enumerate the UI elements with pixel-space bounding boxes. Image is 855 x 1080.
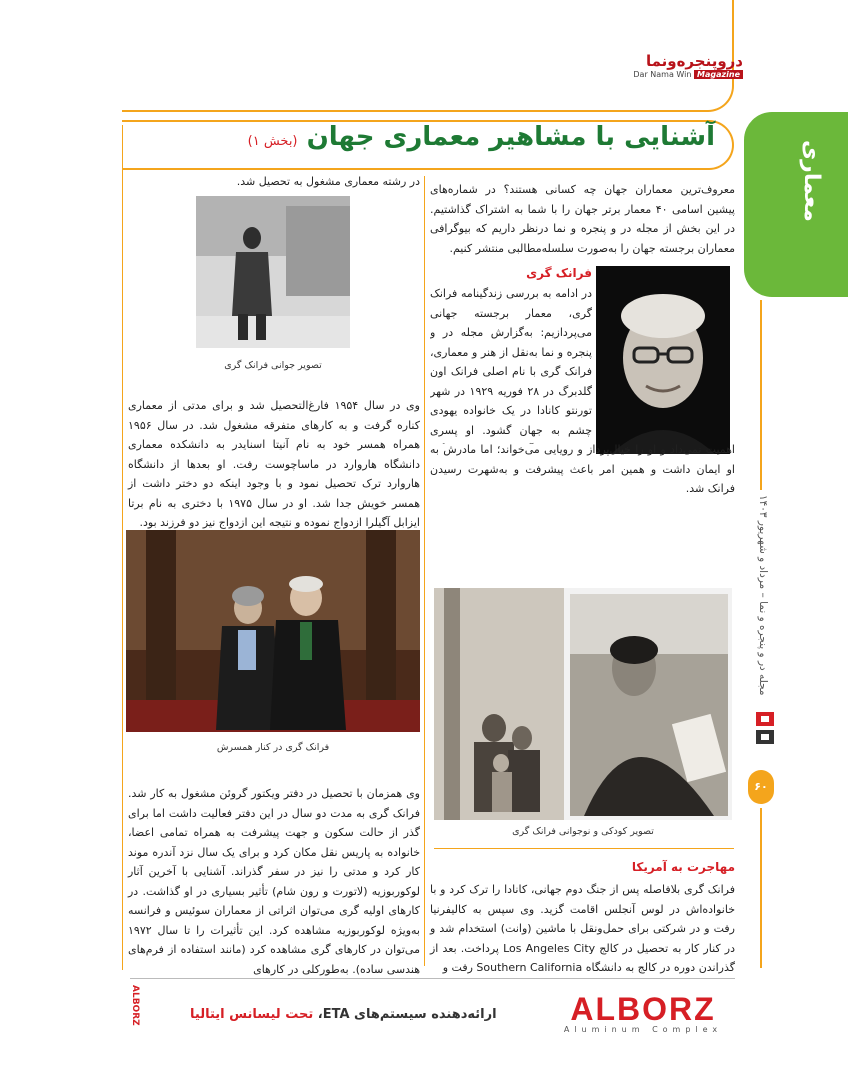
alborz-vertical-logo: ALBORZ (130, 985, 140, 1026)
page-number: ۶۰ (748, 770, 774, 804)
intro-paragraph: معروف‌ترین معماران جهان چه کسانی هستند؟ در شماره‌های پیشین اسامی ۴۰ معمار برتر جهان را با شما به اشتراک گذاشتیم. در این بخش از مجله در و پنجره و نما درنظر داریم که بیوگرافی معماران برجسته جهان را به‌صورت سلسله‌مطالبی منتشر کنیم. (430, 183, 735, 255)
section-tab (744, 112, 848, 297)
title-main: آشنایی با مشاهیر معماری جهان (306, 122, 715, 152)
logo-english-badge: Magazine (694, 70, 743, 79)
gehry-heading: فرانک گری (526, 266, 592, 280)
footer-tagline-eta: ETA، (317, 1007, 350, 1022)
left-border-line (122, 125, 123, 970)
gehry-bio-paragraph: در ادامه به بررسی زندگینامه فرانک گری، معمار برجسته جهانی می‌پردازیم: به‌گزارش مجله در و پنجره و نما به‌نقل از هنر و معماری، فرانک گری با نام اصلی فرانک اون گلدبرگ در ۲۸ فوریه ۱۹۲۹ در شهر تورنتو کانادا در یک خانواده یهودی چشم به جهان گشود. او پسری (430, 287, 592, 437)
young-gehry-photo (196, 196, 350, 348)
footer-tagline-a: ارائه‌دهنده سیستم‌های (354, 1007, 497, 1022)
page-title (248, 122, 715, 152)
childhood-photos (434, 588, 732, 820)
side-divider-top (760, 300, 762, 490)
footer-tagline (190, 1007, 497, 1022)
caption-childhood: تصویر کودکی و نوجوانی فرانک گری (512, 826, 654, 837)
title-part: (بخش ۱) (247, 134, 298, 149)
column-divider (424, 176, 425, 966)
footer-tagline-b: تحت لیسانس ایتالیا (190, 1007, 314, 1022)
left-mid-paragraph: وی در سال ۱۹۵۴ فارغ‌التحصیل شد و برای مدتی از معماری کناره گرفت و به کارهای متفرقه مشغول شد. در سال ۱۹۵۶ همراه همسر خود به نام آنیتا اسنایدر به دانشکده معماری دانشگاه هاروارد در ماساچوست رفت. او بعدها از دانشگاه هاروارد ترک تحصیل نمود و با وجود اینکه دو دختر داشت از همسر خویش جدا شد. او در سال ۱۹۷۵ با دختری به نام برتا ایزابل آگیلرا ازدواج نموده و نتیجه این ازدواج نیز دو فرزند بود. (128, 399, 420, 529)
left-top-line: در رشته معماری مشغول به تحصیل شد. (236, 175, 420, 188)
gehry-wife-photo (126, 530, 420, 732)
logo-english-prefix: Dar Nama Win (633, 70, 692, 79)
alborz-subtitle: Aluminum Complex (563, 1025, 723, 1034)
magazine-logo (633, 52, 743, 79)
gehry-bio-continued (430, 444, 735, 584)
caption-wife: فرانک گری در کنار همسرش (216, 742, 330, 753)
gehry-portrait-photo (596, 266, 730, 454)
alborz-logo (553, 993, 733, 1037)
window-logo-icon (752, 708, 778, 748)
caption-young: تصویر جوانی فرانک گری (224, 360, 322, 371)
magazine-issue-text: مجله در و پنجره و نما – مرداد و شهریور ۱۴۰۳ (757, 495, 769, 696)
america-heading: مهاجرت به آمریکا (631, 860, 735, 874)
section-tab-label: معماری (799, 140, 824, 222)
america-paragraph: فرانک گری بلافاصله پس از جنگ دوم جهانی، کانادا را ترک کرد و با خانواده‌اش در لوس آنجلس اقامت گزید. وی سپس به کالیفرنیا رفت و در شرکتی برای حمل‌ونقل با ماشین (وانت) استخدام شد و در کنار کار به تحصیل در کالج Los Angeles City پرداخت. بعد از گذراندن دوره در کالج به دانشگاه Southern California رفت و (430, 883, 735, 974)
gehry-bio-continued-text: اهمیت نمی‌داد و او را خیال‌پرداز و رویایی می‌خواند؛ اما مادرش به او ایمان داشت و همین امر باعث پیشرفت و به‌شهرت رسیدن فرانک شد. (430, 444, 735, 495)
footer-divider (130, 978, 735, 979)
logo-persian: دروپنجره‌ونما (645, 52, 743, 70)
side-divider-bottom (760, 808, 762, 968)
left-bottom-paragraph: وی همزمان با تحصیل در دفتر ویکتور گروئن مشغول به کار شد. فرانک گری به مدت دو سال در این دفتر فعالیت داشت اما برای گذر از حالت سکون و جهت پیشرفت به همراه تمامی اعضا، خانواده به پاریس نقل مکان کرد و برای یک سال نزد آندره موند کار کرد و مدتی را نیز در سفر گذراند. آشنایی با آخرین آثار لوکوربوزیه (لاتورت و رون شام) تأثیر بسیاری در او گذاشت. در کارهای اولیه گری می‌توان اثراتی از معماران سوئیس و فرانسه به‌ویژه لوکوربوزیه مشاهده کرد. این تأثیرات را تا سال ۱۹۷۲ می‌توان در کارهای گری مشاهده کرد (مانند استفاده از فرم‌های هندسی ساده). به‌طورکلی در کارهای (128, 787, 420, 976)
logo-english (633, 70, 743, 79)
alborz-wordmark: ALBORZ (570, 991, 716, 1027)
america-divider (434, 848, 734, 849)
